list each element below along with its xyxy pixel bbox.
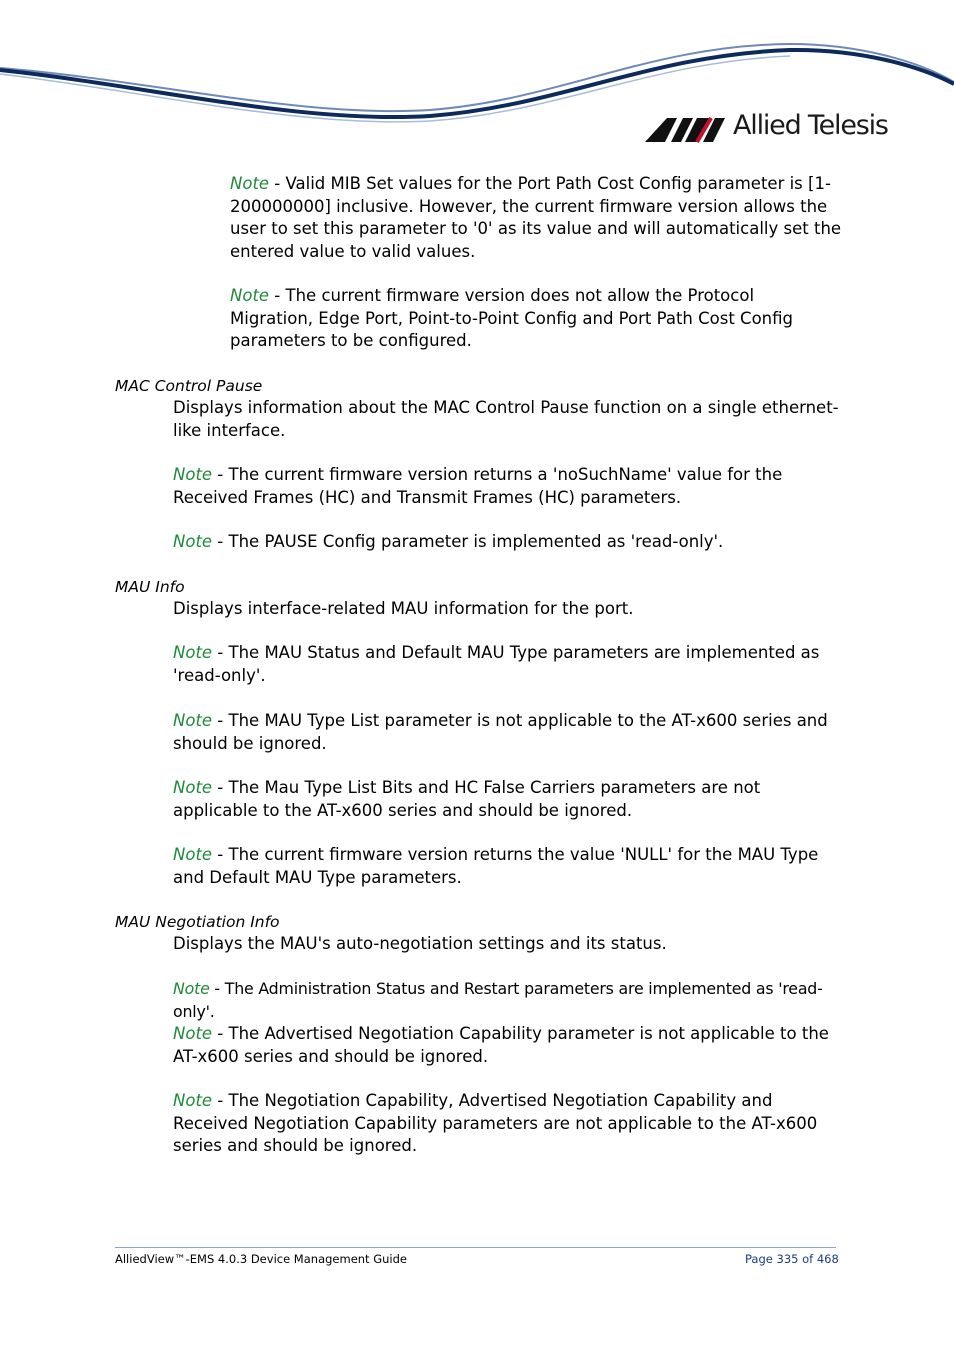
note-text: - The MAU Type List parameter is not applicable to the AT-x600 series and should be ignored. <box>173 711 828 753</box>
note-label: Note <box>173 643 213 662</box>
note-label: Note <box>173 979 210 998</box>
note-text: - Valid MIB Set values for the Port Path Cost Config parameter is [1-200000000] inclusive. However, the current firmware version allows the user to set this parameter to '0' as its value and will automatically set the entered value to valid values. <box>230 174 842 261</box>
logo-text: Allied Telesis <box>733 110 888 141</box>
note-negotiation-capability <box>173 1090 843 1158</box>
note-label: Note <box>173 465 213 484</box>
note-advertised-capability <box>173 1023 843 1068</box>
note-label: Note <box>173 778 213 797</box>
note-label: Note <box>173 1091 213 1110</box>
note-pause-config <box>173 531 843 554</box>
note-text: - The current firmware version returns the value 'NULL' for the MAU Type and Default MAU Type parameters. <box>173 845 819 887</box>
note-text: - The MAU Status and Default MAU Type parameters are implemented as 'read-only'. <box>173 643 820 685</box>
note-port-path-cost <box>230 173 842 263</box>
note-text: - The Negotiation Capability, Advertised Negotiation Capability and Received Negotiation Capability parameters are not applicable to the AT-x600 series and should be ignored. <box>173 1091 818 1155</box>
note-label: Note <box>230 286 270 305</box>
section-heading-mau-negotiation-info: MAU Negotiation Info <box>115 913 280 931</box>
note-label: Note <box>173 532 213 551</box>
note-text: - The Administration Status and Restart parameters are implemented as 'read-only'. <box>173 979 823 1021</box>
note-label: Note <box>230 174 270 193</box>
note-nosuchname <box>173 464 843 509</box>
note-mau-type-list-bits <box>173 777 843 822</box>
footer-page-number: Page 335 of 468 <box>745 1252 839 1266</box>
note-null-value <box>173 844 843 889</box>
note-protocol-migration <box>230 285 842 353</box>
note-admin-status <box>173 978 853 1023</box>
mau-description: Displays interface-related MAU information for the port. <box>173 599 634 618</box>
footer-divider <box>115 1247 836 1248</box>
note-mau-type-list <box>173 710 843 755</box>
section-heading-mac-control-pause: MAC Control Pause <box>115 377 263 395</box>
note-label: Note <box>173 711 213 730</box>
note-text: - The PAUSE Config parameter is implemented as 'read-only'. <box>212 532 724 551</box>
note-label: Note <box>173 845 213 864</box>
note-text: - The Advertised Negotiation Capability parameter is not applicable to the AT-x600 series and should be ignored. <box>173 1024 829 1066</box>
negotiation-description: Displays the MAU's auto-negotiation settings and its status. <box>173 934 667 953</box>
allied-telesis-logo <box>645 108 905 148</box>
note-text: - The current firmware version does not allow the Protocol Migration, Edge Port, Point-to-Point Config and Port Path Cost Config parameters to be configured. <box>230 286 793 350</box>
logo-mark-icon <box>645 114 729 148</box>
note-mau-status <box>173 642 843 687</box>
note-text: - The Mau Type List Bits and HC False Carriers parameters are not applicable to the AT-x600 series and should be ignored. <box>173 778 761 820</box>
note-text: - The current firmware version returns a 'noSuchName' value for the Received Frames (HC) and Transmit Frames (HC) parameters. <box>173 465 783 507</box>
mac-description: Displays information about the MAC Control Pause function on a single ethernet-like interface. <box>173 398 839 440</box>
note-label: Note <box>173 1024 213 1043</box>
section-heading-mau-info: MAU Info <box>115 578 185 596</box>
footer-doc-title: AlliedView™-EMS 4.0.3 Device Management Guide <box>115 1252 407 1266</box>
